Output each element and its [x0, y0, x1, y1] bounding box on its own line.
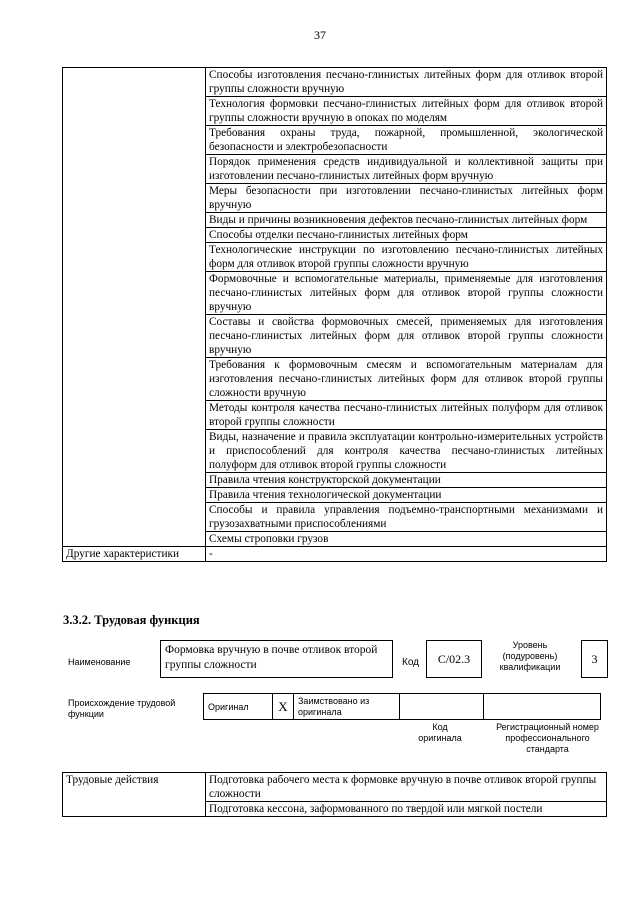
knowledge-item: Схемы строповки грузов: [206, 532, 607, 547]
knowledge-item: Составы и свойства формовочных смесей, применяемых для изготовления песчано-глинистых литейных форм для отливок второй группы сложности вручную: [206, 315, 607, 358]
table-row: [63, 773, 607, 802]
function-name: Формовка вручную в почве отливок второй группы сложности: [160, 640, 393, 678]
knowledge-item: Порядок применения средств индивидуальной и коллективной защиты при изготовлении песчано-глинистых литейных форм вручную: [206, 155, 607, 184]
actions-table: [62, 772, 607, 817]
knowledge-item: Требования к формовочным смесям и вспомогательным материалам для изготовления песчано-глинистых литейных форм для отливок второй группы сложности вручную: [206, 358, 607, 401]
borrowed-cell: Заимствовано из оригинала: [294, 694, 400, 720]
function-code: C/02.3: [426, 640, 482, 678]
knowledge-item: Формовочные и вспомогательные материалы, применяемые для изготовления песчано-глинистых литейных форм для отливок второй группы сложности вручную: [206, 272, 607, 315]
other-value: -: [206, 547, 607, 562]
reg-number-caption: Регистрационный номер профессионального стандарта: [496, 722, 599, 754]
code-original-caption: Код оригинала: [418, 722, 462, 743]
level-label: Уровень (подуровень) квалификации: [499, 640, 561, 672]
knowledge-item: Методы контроля качества песчано-глинистых литейных полуформ для отливок второй группы сложности: [206, 401, 607, 430]
code-label: Код: [402, 657, 420, 668]
original-mark: X: [273, 694, 294, 720]
knowledge-label-cell: [63, 68, 206, 547]
knowledge-item: Правила чтения технологической документации: [206, 488, 607, 503]
origin-label: Происхождение трудовой функции: [68, 698, 176, 719]
knowledge-item: Способы изготовления песчано-глинистых литейных форм для отливок второй группы сложности вручную: [206, 68, 607, 97]
knowledge-item: Требования охраны труда, пожарной, промышленной, экологической безопасности и электробезопасности: [206, 126, 607, 155]
knowledge-item: Способы отделки песчано-глинистых литейных форм: [206, 228, 607, 243]
page-number: 37: [314, 28, 326, 42]
knowledge-table: [62, 67, 607, 562]
table-row: [63, 68, 607, 97]
action-item: Подготовка кессона, заформованного по твердой или мягкой постели: [206, 802, 607, 817]
name-label: Наименование: [68, 657, 131, 667]
table-row: [63, 547, 607, 562]
actions-label: Трудовые действия: [63, 773, 206, 817]
origin-table: [203, 693, 601, 720]
knowledge-item: Меры безопасности при изготовлении песчано-глинистых литейных форм вручную: [206, 184, 607, 213]
knowledge-item: Виды, назначение и правила эксплуатации контрольно-измерительных устройств и приспособлений для контроля качества песчано-глинистых литейных полуформ для отливок второй группы сложности: [206, 430, 607, 473]
other-label: Другие характеристики: [63, 547, 206, 562]
section-title: 3.3.2. Трудовая функция: [63, 613, 200, 627]
knowledge-item: Технология формовки песчано-глинистых литейных форм для отливок второй группы сложности вручную в опоках по моделям: [206, 97, 607, 126]
original-cell: Оригинал: [204, 694, 273, 720]
knowledge-item: Способы и правила управления подъемно-транспортными механизмами и грузозахватными приспособлениями: [206, 503, 607, 532]
knowledge-item: Виды и причины возникновения дефектов песчано-глинистых литейных форм: [206, 213, 607, 228]
knowledge-item: Правила чтения конструкторской документации: [206, 473, 607, 488]
reg-number-cell: [484, 694, 601, 720]
level-value: 3: [581, 640, 608, 678]
action-item: Подготовка рабочего места к формовке вручную в почве отливок второй группы сложности: [206, 773, 607, 802]
code-original-cell: [400, 694, 484, 720]
knowledge-item: Технологические инструкции по изготовлению песчано-глинистых литейных форм для отливок второй группы сложности вручную: [206, 243, 607, 272]
